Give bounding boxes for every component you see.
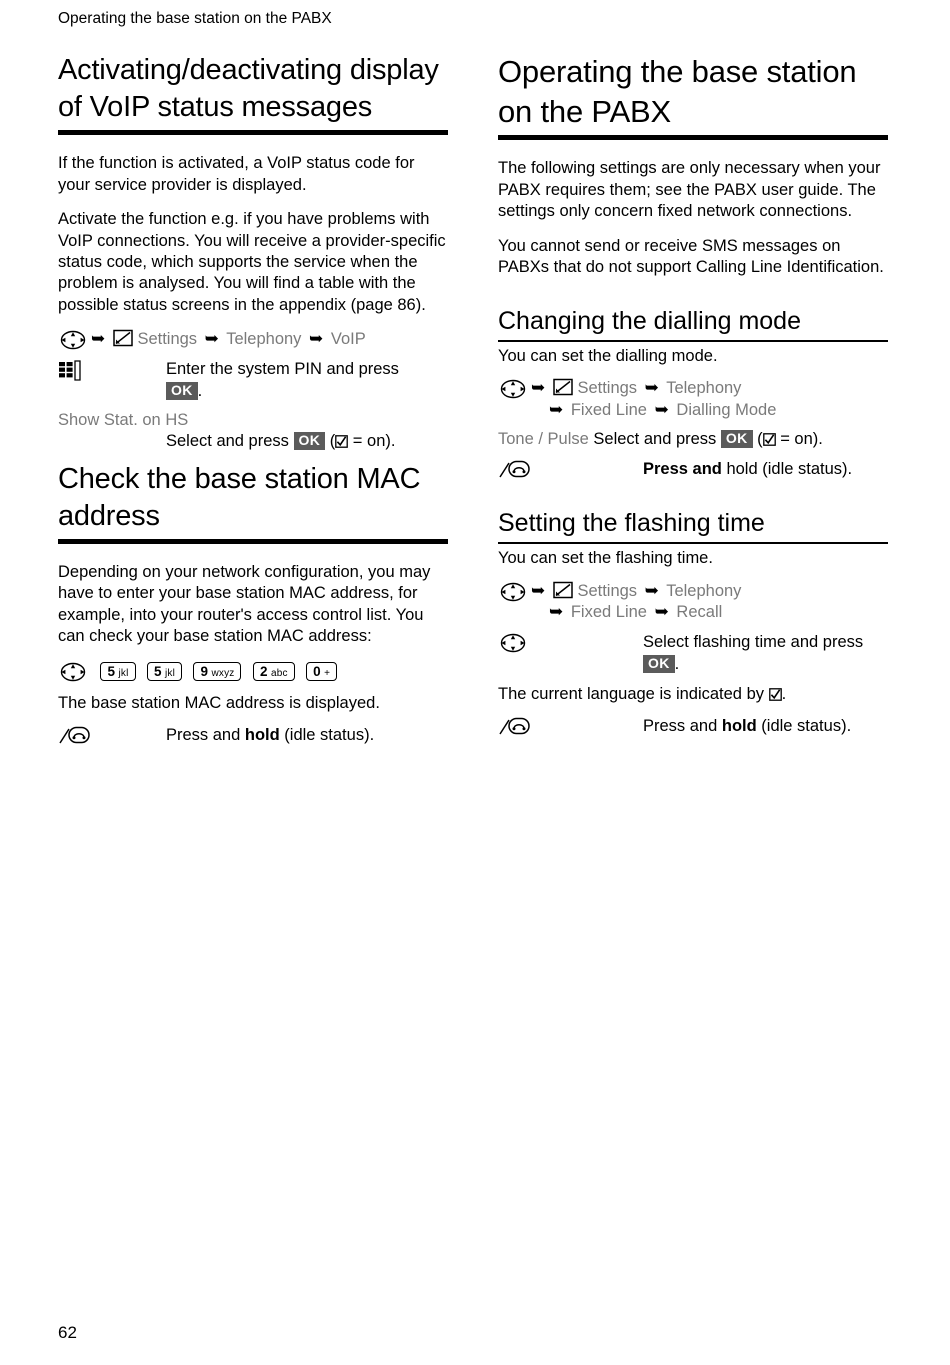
menu-item-settings[interactable]: Settings <box>577 378 638 397</box>
navigation-key-icon <box>498 581 528 603</box>
menu-item-recall[interactable]: Recall <box>676 603 723 622</box>
menu-item-settings[interactable]: Settings <box>577 581 638 600</box>
heading-dialling-mode: Changing the dialling mode <box>498 305 888 342</box>
digit-key-letters: jkl <box>118 667 129 679</box>
ok-softkey[interactable]: OK <box>721 430 753 448</box>
show-stat-select-text: Select and press <box>166 431 289 450</box>
press-hold-text-dialling <box>643 459 888 482</box>
paragraph-pabx-2: You cannot send or receive SMS messages on PABXs that do not support Calling Line Identification. <box>498 236 884 277</box>
end-call-key-icon <box>58 725 92 745</box>
keypad-icon-cell <box>58 359 166 403</box>
digit-key[interactable] <box>306 662 337 682</box>
menu-path-flashing-text <box>528 581 888 625</box>
arrow-icon: ➥ <box>531 580 546 600</box>
menu-item-voip[interactable]: VoIP <box>330 330 366 349</box>
digit-key-letters: jkl <box>164 667 175 679</box>
end-call-key-icon <box>498 459 532 479</box>
navigation-key-icon <box>498 632 528 654</box>
arrow-icon: ➥ <box>549 399 564 419</box>
digit-key-letters: + <box>324 667 331 679</box>
display-menu-icon <box>553 378 573 396</box>
step-enter-pin-text <box>166 359 448 403</box>
heading-flashing-time: Setting the flashing time <box>498 507 888 544</box>
hold-idle-text: hold (idle status). <box>721 459 853 478</box>
section-heading-pabx: Operating the base station on the PABX <box>498 52 888 140</box>
digit-key-number: 5 <box>153 663 162 679</box>
paragraph-voip-2: Activate the function e.g. if you have problems with VoIP connections. You will receive a provider-specific status code, which supports the service when the problem is analysed. You will find a table with the possible status screens in the appendix (page 86). <box>58 210 446 314</box>
right-column <box>498 52 888 747</box>
mac-key-sequence <box>58 661 448 683</box>
digit-key-number: 2 <box>259 663 268 679</box>
menu-path-dialling-text <box>528 378 888 422</box>
ok-softkey[interactable]: OK <box>643 655 675 673</box>
hold-text: hold <box>244 726 280 745</box>
paragraph-voip-1: If the function is activated, a VoIP status code for your service provider is displayed. <box>58 154 415 194</box>
menu-path-voip <box>58 329 448 351</box>
menu-item-settings[interactable]: Settings <box>137 330 198 349</box>
press-hold-text-left <box>166 725 448 748</box>
hold-text: hold <box>721 717 757 736</box>
digit-key[interactable] <box>100 662 135 682</box>
press-hold-text-flashing <box>643 716 888 739</box>
step-enter-pin <box>58 359 448 403</box>
menu-path-flashing <box>498 581 888 625</box>
display-menu-icon <box>553 581 573 599</box>
tone-pulse-suffix: ( = on). <box>757 429 823 448</box>
show-stat-suffix: ( = on). <box>329 431 396 450</box>
pin-period: . <box>197 382 203 401</box>
navigation-key-icon <box>58 661 88 683</box>
arrow-icon: ➥ <box>654 602 669 622</box>
step-select-flashing-time <box>498 632 888 676</box>
digit-key[interactable] <box>253 662 295 682</box>
menu-path-dialling <box>498 378 888 422</box>
paragraph-mac-displayed: The base station MAC address is displayed. <box>58 693 380 712</box>
show-stat-on-text: = on). <box>352 431 396 450</box>
menu-item-fixed-line[interactable]: Fixed Line <box>570 400 647 419</box>
arrow-icon: ➥ <box>644 580 659 600</box>
select-flashing-instruction: Select flashing time and press <box>643 633 864 652</box>
digit-key-number: 5 <box>107 663 115 679</box>
arrow-icon: ➥ <box>204 329 219 349</box>
checked-box-icon <box>335 435 348 448</box>
arrow-icon: ➥ <box>654 399 669 419</box>
heading-check-mac: Check the base station MAC address <box>58 461 448 544</box>
step-press-hold-dialling <box>498 459 888 482</box>
digit-key-number: 0 <box>313 663 321 679</box>
paragraph-pabx-1: The following settings are only necessary when your PABX requires them; see the PABX user guide. The settings only concern fixed network connections. <box>498 159 881 221</box>
navigation-key-icon <box>498 378 528 400</box>
arrow-icon: ➥ <box>549 602 564 622</box>
page-number: 62 <box>58 1323 77 1342</box>
digit-key-number: 9 <box>200 663 208 679</box>
select-flashing-time-text <box>643 632 888 676</box>
menu-item-telephony[interactable]: Telephony <box>226 330 302 349</box>
language-note-text: The current language is indicated by <box>498 684 769 703</box>
pin-instruction: Enter the system PIN and press <box>166 360 399 379</box>
digit-key-letters: abc <box>270 667 288 679</box>
paragraph-mac-1: Depending on your network configuration, you may have to enter your base station MAC address, for example, into your router's access control list. You can check your base station MAC address: <box>58 563 431 646</box>
language-note-period: . <box>781 684 787 703</box>
paragraph-language-indicated <box>498 684 888 705</box>
keypad-icon <box>58 359 82 383</box>
ok-softkey[interactable]: OK <box>166 382 198 400</box>
digit-key[interactable] <box>147 662 182 682</box>
menu-item-telephony[interactable]: Telephony <box>666 378 742 397</box>
menu-path-voip-text <box>88 329 448 351</box>
navigation-key-icon <box>58 329 88 351</box>
running-head: Operating the base station on the PABX <box>58 10 332 27</box>
step-press-hold-flashing <box>498 716 888 739</box>
menu-item-telephony[interactable]: Telephony <box>666 581 742 600</box>
checked-box-icon <box>769 688 782 701</box>
idle-status-text: (idle status). <box>279 726 375 745</box>
arrow-icon: ➥ <box>91 329 106 349</box>
end-key-cell <box>58 725 166 748</box>
press-and-text: Press and <box>166 726 245 745</box>
heading-voip-status: Activating/deactivating display of VoIP status messages <box>58 52 448 135</box>
tone-pulse-on-text: = on). <box>780 429 823 448</box>
paragraph-flashing: You can set the flashing time. <box>498 549 713 568</box>
arrow-icon: ➥ <box>644 377 659 397</box>
ok-softkey[interactable]: OK <box>294 432 326 450</box>
checked-box-icon <box>763 433 776 446</box>
idle-status-text: (idle status). <box>756 717 852 736</box>
display-menu-icon <box>113 329 133 347</box>
end-key-cell <box>498 716 643 739</box>
paragraph-dialling: You can set the dialling mode. <box>498 346 718 365</box>
arrow-icon: ➥ <box>309 329 324 349</box>
tone-pulse-row <box>498 430 888 449</box>
menu-item-dialling-mode[interactable]: Dialling Mode <box>676 400 777 419</box>
tone-pulse-select-text: Select and press <box>593 429 717 448</box>
menu-item-tone-pulse[interactable]: Tone / Pulse <box>498 429 589 448</box>
end-key-cell <box>498 459 643 482</box>
menu-item-show-stat-on-hs[interactable]: Show Stat. on HS <box>58 410 189 429</box>
digit-key[interactable] <box>193 662 241 682</box>
nav-key-cell <box>498 632 643 676</box>
flashing-period: . <box>674 655 680 673</box>
arrow-icon: ➥ <box>531 377 546 397</box>
end-call-key-icon <box>498 716 532 736</box>
show-stat-block <box>58 411 448 451</box>
menu-item-fixed-line[interactable]: Fixed Line <box>570 603 647 622</box>
digit-key-letters: wxyz <box>211 667 235 679</box>
show-stat-instruction <box>166 432 448 451</box>
press-and-text: Press and <box>643 459 722 478</box>
step-press-hold-left <box>58 725 448 748</box>
press-and-text: Press and <box>643 717 722 736</box>
left-column <box>58 52 448 756</box>
